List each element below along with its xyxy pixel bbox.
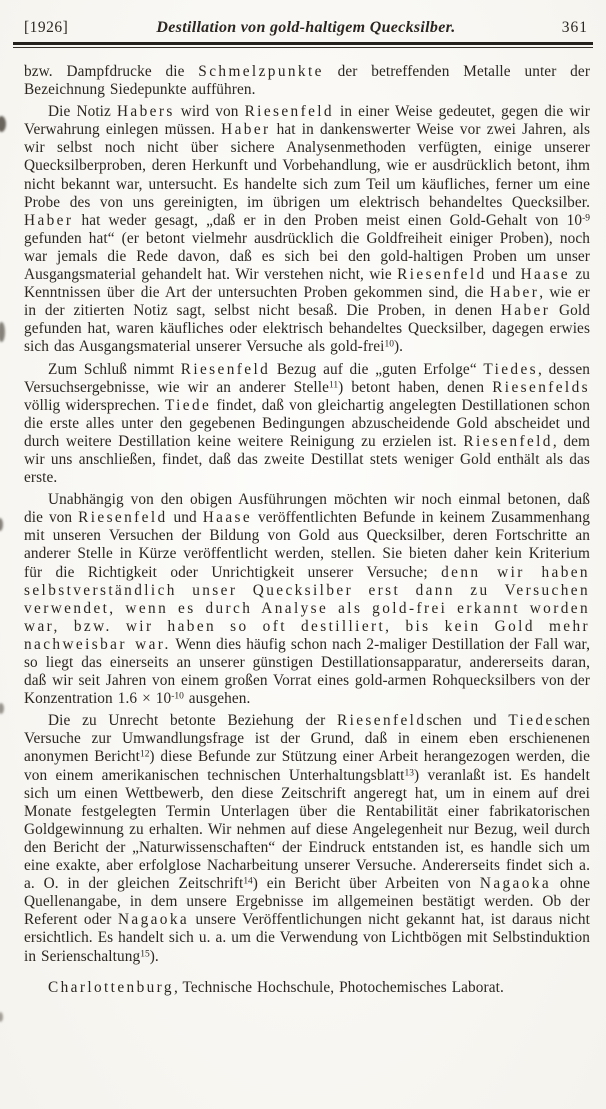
text-run: Die zu Unrecht betonte Beziehung der: [48, 712, 337, 730]
letterspaced-emphasis: Tiedes: [483, 360, 539, 378]
letterspaced-emphasis: Haase: [520, 266, 570, 284]
letterspaced-emphasis: Riesenfeld: [244, 103, 334, 121]
year-label: [1926]: [24, 19, 69, 36]
paragraph: [24, 361, 590, 488]
text-run: , dem wir uns anschließen, findet, daß das zweite Destillat stets weniger Gold enthält als das erste.: [24, 432, 590, 487]
letterspaced-emphasis: Haber: [489, 284, 540, 302]
letterspaced-emphasis: Tiede: [508, 712, 555, 730]
letterspaced-emphasis: Riesenfeld: [180, 360, 271, 378]
letterspaced-emphasis: Riesenfeld: [336, 712, 427, 730]
text-run: , wie er in der zitierten Notiz sagt, selbst nicht besaß. Die Proben, in denen: [24, 284, 590, 320]
superscript-reference: -10: [171, 691, 184, 702]
letterspaced-emphasis: Nagaoka: [117, 911, 190, 929]
letterspaced-emphasis: Haber: [24, 211, 74, 229]
letterspaced-emphasis: Riesenfeld: [78, 509, 168, 527]
text-run: , Technische Hochschule, Photochemisches Laborat.: [173, 978, 504, 996]
text-run: ohne Quellenangabe, in dem unsere Ergebnisse im allgemeinen bestätigt werden. Ob der Referent oder: [24, 875, 590, 929]
paragraph: [24, 103, 590, 356]
text-run: Unabhängig von den obigen Ausführungen möchten wir noch einmal betonen, daß die von: [24, 491, 590, 527]
text-run: zu Kenntnissen über die Art der untersuchten Proben gekommen sind, die: [24, 266, 591, 302]
superscript-reference: 13: [404, 768, 415, 779]
text-run: völlig widersprechen.: [24, 396, 165, 414]
text-run: Die Notiz: [48, 103, 117, 121]
letterspaced-emphasis: Nagaoka: [479, 875, 552, 893]
text-run: ausgehen.: [183, 690, 251, 708]
letterspaced-emphasis: Charlottenburg: [48, 978, 174, 996]
text-run: , dessen Versuchsergebnisse, wie wir an anderer Stelle: [24, 360, 591, 396]
letterspaced-emphasis: Habers: [116, 103, 175, 121]
letterspaced-emphasis: Haber: [500, 302, 551, 320]
text-run: findet, daß von gleichartig angelegten Destillationen schon die erste alles unter den gegebenen Bedingungen abzuscheidende Gold abscheidet und durch weitere Destillation keine weitere Reinigung zu erzielen ist.: [24, 396, 591, 450]
text-run: Zum Schluß nimmt: [48, 360, 181, 378]
superscript-reference: 14: [243, 876, 253, 887]
paragraph: [24, 491, 590, 708]
text-run: wird von: [174, 103, 245, 121]
text-run: und: [486, 266, 521, 284]
page-header: [0, 0, 606, 37]
text-run: ).: [149, 947, 159, 965]
text-run: der betreffenden Metalle unter der Bezeichnung Siedepunkte aufführen.: [24, 63, 591, 99]
text-run: ) diese Befunde zur Stützung einer Arbeit herangezogen werden, die von einem amerikanischen technischen Unterhaltungsblatt: [24, 748, 590, 784]
superscript-reference: 12: [139, 750, 150, 761]
text-run: ) ein Bericht über Arbeiten von: [252, 875, 480, 893]
text-run: Bezug auf die „guten Erfolge“: [270, 360, 484, 378]
letterspaced-emphasis: Riesenfeld: [397, 266, 487, 284]
paragraph: [24, 712, 590, 965]
letterspaced-emphasis: Schmelzpunkte: [198, 63, 324, 80]
letterspaced-emphasis: Haase: [202, 509, 253, 527]
paragraph: [24, 979, 590, 997]
page-title: Destillation von gold-haltigem Quecksilber.: [156, 19, 456, 36]
text-run: bzw. Dampfdrucke die: [24, 63, 199, 80]
text-run: schen und: [426, 712, 509, 730]
text-run: ) veranlaßt ist. Es handelt sich um einen Wettbewerb, den diese Zeitschrift angeregt hat, um in einem auf drei Monate festgelegten Termin Unterlagen über die Rentabilität einer fabrikatorischen Goldgewinnung zu erhalten. Wir nehmen auf diese Angelegenheit nur Bezug, weil durch den Bericht der „Naturwissenschaften“ der Eindruck entstanden ist, es handle sich um eine exakte, aber erfolglose Nacharbeitung unserer Versuche. Andererseits findet sich a. a. O. in der gleichen Zeitschrift: [24, 766, 590, 893]
text-run: in einer Weise gedeutet, gegen die wir Verwahrung einlegen müssen.: [24, 103, 590, 139]
text-run: veröffentlichten Befunde in keinem Zusammenhang mit unseren Versuchen der Bildung von Gold aus Quecksilber, deren Fortschritte an anderer Stelle in Kürze veröffentlicht werden, stellen. Sie bieten daher kein Kriterium für die Richtigkeit oder Unrichtigkeit unserer Versuche;: [24, 509, 590, 581]
text-run: und: [167, 509, 203, 527]
text-run: schen Versuche zur Umwandlungsfrage ist der Grund, daß in einem eben erschienenen anonymen Bericht: [24, 712, 590, 766]
superscript-reference: 11: [329, 380, 339, 391]
page-number: 361: [561, 19, 588, 36]
letterspaced-emphasis: Haber: [221, 121, 271, 139]
letterspaced-emphasis: Riesenfeld: [463, 432, 553, 450]
superscript-reference: 10: [384, 340, 394, 351]
text-run: Gold gefunden hat, waren käufliches oder elektrisch behandeltes Quecksilber, dagegen erwies sich das Ausgangsmaterial unserer Versuche als gold-frei: [24, 302, 591, 356]
letterspaced-emphasis: Tiede: [164, 396, 212, 414]
text-run: hat weder gesagt, „daß er in den Proben meist einen Gold-Gehalt von 10: [73, 211, 583, 229]
superscript-reference: 15: [140, 949, 150, 960]
text-run: hat in dankenswerter Weise vor zwei Jahren, als wir selbst noch nicht über sichere Analysenmethoden verfügten, einige unserer Quecksilberproben, deren Herkunft und Vorbehandlung, wie er ausdrücklich betont, ihm nicht bekannt war, untersucht. Es handelte sich zum Teil um käufliches, ferner um eine Probe des von uns gereinigten, im übrigen um elektrisch behandeltes Quecksilber.: [24, 121, 590, 211]
text-run: ) betont haben, denen: [338, 378, 493, 396]
text-run: ).: [393, 338, 404, 356]
body-text: [0, 48, 606, 997]
letterspaced-emphasis: Riesenfelds: [492, 378, 590, 396]
paragraph: [24, 63, 590, 99]
text-run: Wenn dies häufig schon nach 2-maliger Destillation der Fall war, so liegt das einerseits an unserer günstigen Destillationsapparatur, andererseits daran, daß wir seit Jahren von einem großen Vorrat eines gold-armen Rohquecksilbers von der Konzentration 1.6 × 10: [24, 635, 590, 708]
superscript-reference: -9: [582, 213, 590, 224]
letterspaced-emphasis: denn wir haben selbstverständlich unser Quecksilber erst dann zu Versuchen verwendet, wenn es durch Analyse als gold-frei erkannt worden war, bzw. wir haben so oft destilliert, bis kein Gold mehr nachweisbar war.: [24, 563, 590, 653]
scan-artifact: [0, 1012, 3, 1022]
text-run: gefunden hat“ (er betont vielmehr ausdrücklich die Goldfreiheit einiger Proben), noch war jemals die Rede davon, daß es sich bei den gold-haltigen Proben um unser Ausgangsmaterial gehandelt hat. Wir verstehen nicht, wie: [24, 229, 590, 284]
text-run: unsere Veröffentlichungen nicht gekannt hat, ist daraus nicht ersichtlich. Es handelt sich u. a. um die Verwendung von Lichtbögen mit Selbstinduktion in Serienschaltung: [24, 911, 590, 965]
